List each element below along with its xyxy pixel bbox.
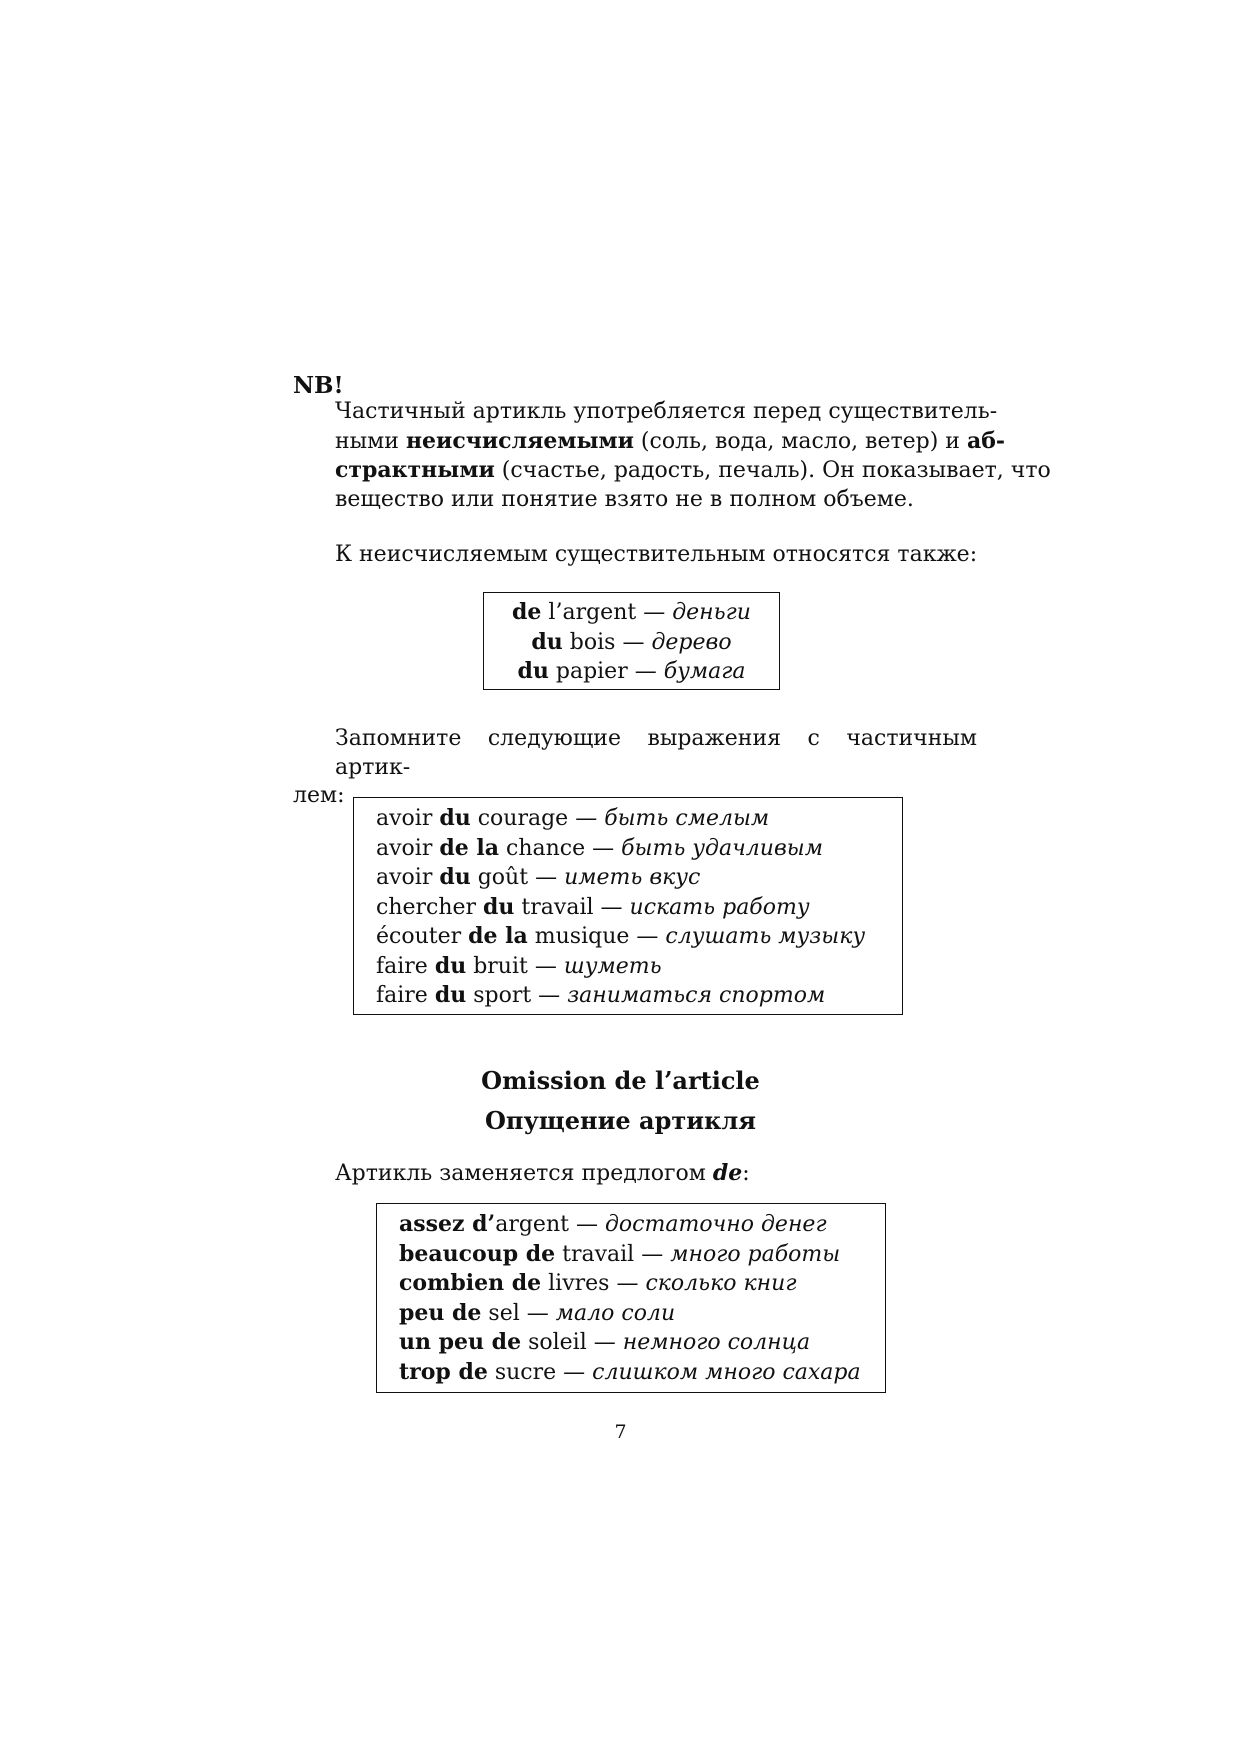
expression-row: chercher du travail — искать работу: [376, 893, 810, 920]
expression-row: faire du sport — заниматься спортом: [376, 982, 826, 1008]
intro-line-4: вещество или понятие взято не в полном объеме.: [335, 486, 914, 512]
intro-line-1: Частичный артикль употребляется перед существитель-: [335, 399, 998, 424]
expressions-intro-line-1: Запомните следующие выражения с частичным артик-: [335, 726, 977, 780]
intro-line-2: ными неисчисляемыми (соль, вода, масло, ветер) и аб-: [335, 427, 1006, 454]
section-heading-russian: Опущение артикля: [484, 1106, 757, 1135]
omission-row: peu de sel — мало соли: [399, 1299, 676, 1326]
uncountable-row: du bois — дерево: [531, 628, 732, 655]
expression-row: avoir du goût — иметь вкус: [376, 864, 701, 890]
expressions-intro-line-2: лем:: [293, 783, 345, 808]
expression-row: écouter de la musique — слушать музыку: [376, 923, 866, 949]
uncountable-row: de l’argent — деньги: [512, 599, 751, 625]
page-number: 7: [614, 1421, 627, 1443]
intro-paragraph: [335, 398, 1051, 514]
expression-row: faire du bruit — шуметь: [376, 952, 662, 979]
omission-row: trop de sucre — слишком много сахара: [399, 1358, 861, 1385]
omission-intro: Артикль заменяется предлогом de:: [335, 1160, 750, 1186]
section-heading-french: Omission de l’article: [481, 1066, 760, 1095]
omission-row: beaucoup de travail — много работы: [399, 1240, 841, 1267]
expressions-box: [353, 797, 903, 1015]
expression-row: avoir du courage — быть смелым: [376, 805, 770, 831]
intro-line-3: страктными (счастье, радость, печаль). Он показывает, что: [335, 457, 1051, 483]
uncountable-row: du papier — бумага: [517, 658, 746, 684]
uncountable-box: [483, 592, 780, 690]
omission-box: [376, 1203, 886, 1393]
omission-row: un peu de soleil — немного солнца: [399, 1329, 811, 1355]
expression-row: avoir de la chance — быть удачливым: [376, 834, 823, 861]
uncountable-intro: К неисчисляемым существительным относятся также:: [335, 542, 978, 567]
nb-label: NB!: [293, 372, 344, 399]
omission-row: assez d’argent — достаточно денег: [399, 1211, 827, 1237]
omission-row: combien de livres — сколько книг: [399, 1270, 797, 1296]
